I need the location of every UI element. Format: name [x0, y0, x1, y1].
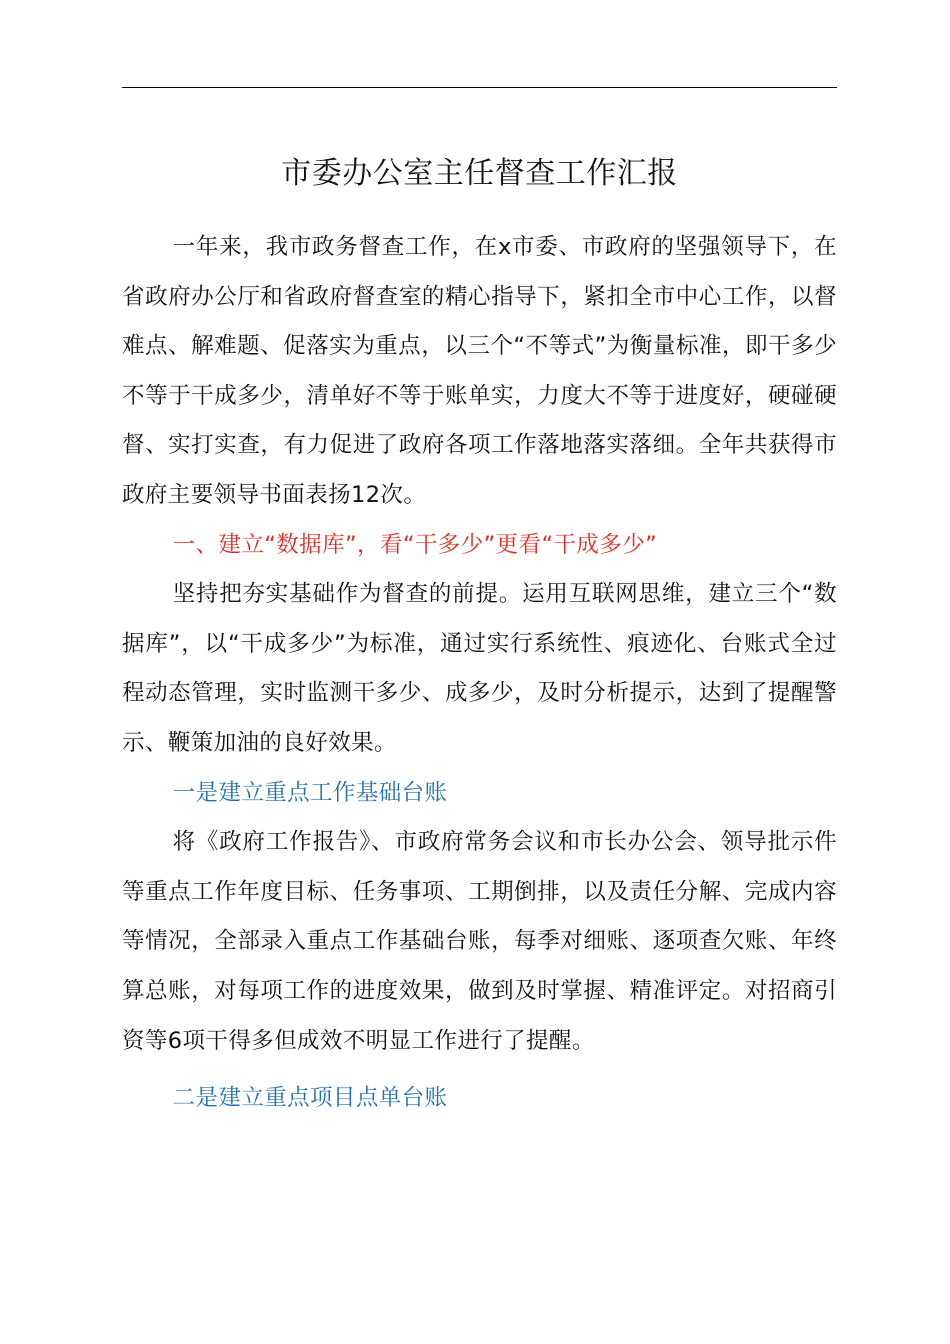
document-body — [122, 223, 837, 1124]
sub-paragraph-1: 将《政府工作报告》、市政府常务会议和市长办公会、领导批示件等重点工作年度目标、任务事项、工期倒排，以及责任分解、完成内容等情况，全部录入重点工作基础台账，每季对细账、逐项查欠账、年终算总账，对每项工作的进度效果，做到及时掌握、精准评定。对招商引资等6项干得多但成效不明显工作进行了提醒。 — [122, 829, 837, 1054]
sub-heading-2: 二是建立重点项目点单台账 — [172, 1085, 448, 1112]
spacer — [122, 1066, 837, 1074]
sub-heading-1: 一是建立重点工作基础台账 — [172, 779, 448, 806]
intro-paragraph: 一年来，我市政务督查工作，在x市委、市政府的坚强领导下，在省政府办公厅和省政府督查室的精心指导下，紧扣全市中心工作，以督难点、解难题、促落实为重点，以三个“不等式”为衡量标准，即干多少不等于干成多少，清单好不等于账单实，力度大不等于进度好，硬碰硬督、实打实查，有力促进了政府各项工作落地落实落细。全年共获得市政府主要领导书面表扬12次。 — [122, 234, 837, 508]
page-title: 市委办公室主任督查工作汇报 — [281, 156, 678, 191]
section-paragraph: 坚持把夯实基础作为督查的前提。运用互联网思维，建立三个“数据库”，以“干成多少”为标准，通过实行系统性、痕迹化、台账式全过程动态管理，实时监测干多少、成多少，及时分析提示，达到了提醒警示、鞭策加油的良好效果。 — [122, 581, 837, 756]
section-heading: 一、建立“数据库”，看“干多少”更看“干成多少” — [172, 531, 658, 558]
header-rule — [122, 87, 837, 88]
